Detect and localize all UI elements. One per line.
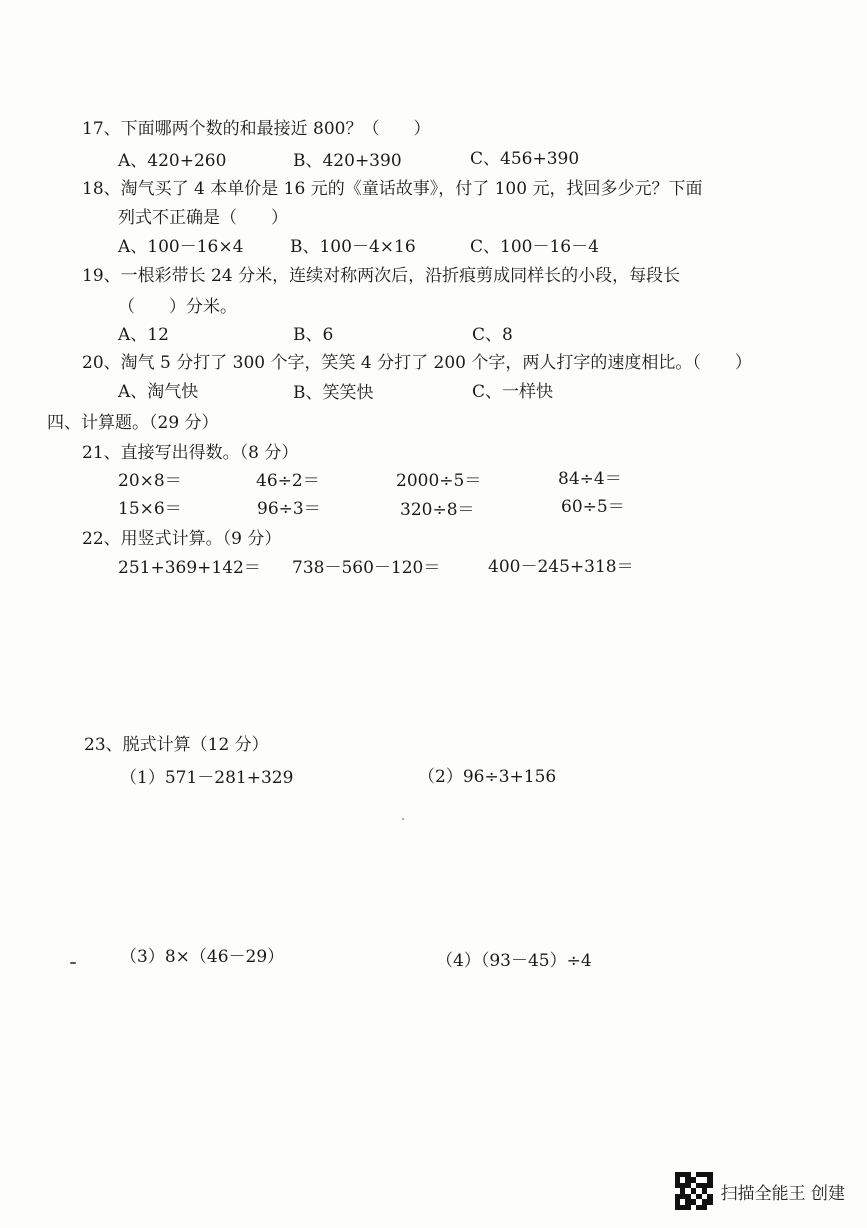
q23-work-space-bottom [70, 985, 790, 1155]
q20-option-b: B、笑笑快 [293, 383, 374, 403]
q17-option-c: C、456+390 [470, 149, 580, 169]
q17-stem: 17、下面哪两个数的和最接近 800？（ ） [82, 119, 431, 139]
q19-option-a: A、12 [118, 325, 169, 345]
q22-title: 22、用竖式计算。（9 分） [82, 529, 282, 549]
q19-stem-line1: 19、一根彩带长 24 分米，连续对称两次后，沿折痕剪成同样长的小段，每段长 [82, 266, 681, 286]
q22-work-space [70, 590, 790, 720]
q22-item-1: 251+369+142＝ [118, 558, 261, 578]
q19-option-c: C、8 [472, 325, 513, 345]
q18-option-c: C、100－16－4 [470, 237, 599, 257]
scan-speck [402, 818, 404, 820]
q18-option-b: B、100－4×16 [290, 237, 416, 257]
scan-speck [70, 962, 76, 964]
q21-item-6: 96÷3＝ [257, 499, 321, 519]
q23-work-space-top [70, 800, 790, 930]
q23-item-1: （1）571－281+329 [120, 768, 294, 788]
q17-option-b: B、420+390 [293, 151, 402, 171]
q19-stem-line2: （ ）分米。 [118, 297, 237, 317]
q21-item-8: 60÷5＝ [561, 497, 625, 517]
q21-item-7: 320÷8＝ [400, 500, 475, 520]
q21-item-2: 46÷2＝ [256, 471, 320, 491]
q21-item-1: 20×8＝ [118, 471, 182, 491]
qr-code-icon [675, 1172, 713, 1210]
q22-item-3: 400－245+318＝ [488, 557, 634, 577]
q17-option-a: A、420+260 [118, 151, 227, 171]
q23-title: 23、脱式计算（12 分） [84, 735, 269, 755]
q21-item-5: 15×6＝ [118, 499, 182, 519]
q20-stem: 20、淘气 5 分打了 300 个字，笑笑 4 分打了 200 个字，两人打字的速度相比。（ ） [82, 353, 752, 373]
scanner-watermark [675, 1172, 845, 1210]
q23-item-2: （2）96÷3+156 [418, 767, 557, 787]
q18-option-a: A、100－16×4 [118, 237, 244, 257]
q20-option-c: C、一样快 [472, 382, 554, 402]
q21-item-4: 84÷4＝ [558, 469, 622, 489]
q21-title: 21、直接写出得数。（8 分） [82, 443, 299, 463]
q18-stem-line1: 18、淘气买了 4 本单价是 16 元的《童话故事》，付了 100 元，找回多少元？下面 [82, 179, 703, 199]
watermark-text: 扫描全能王 创建 [720, 1183, 845, 1204]
q23-item-3: （3）8×（46－29） [120, 947, 285, 967]
q22-item-2: 738－560－120＝ [292, 558, 441, 578]
q19-option-b: B、6 [293, 325, 334, 345]
q21-item-3: 2000÷5＝ [396, 471, 482, 491]
q23-item-4: （4）（93－45）÷4 [436, 951, 592, 971]
section-4-title: 四、计算题。（29 分） [47, 413, 219, 433]
q20-option-a: A、淘气快 [118, 382, 199, 402]
q18-stem-line2: 列式不正确是（ ） [118, 208, 288, 228]
